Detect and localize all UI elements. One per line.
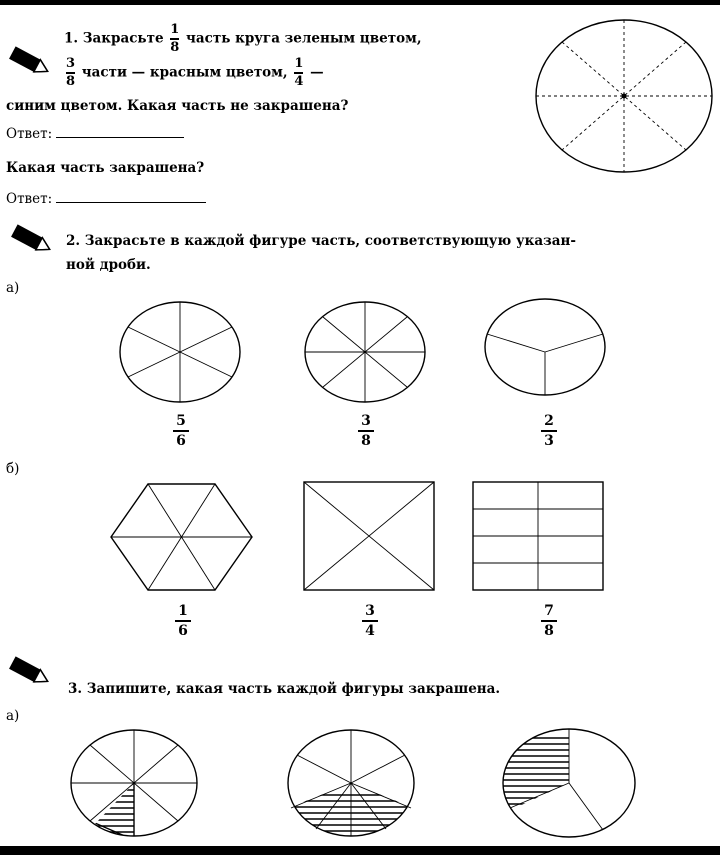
shaded-circle-3	[500, 729, 635, 845]
circle-8-sectors	[305, 302, 425, 402]
square-4-triangles	[304, 482, 434, 590]
task2-part-a: а)	[6, 280, 20, 296]
fraction-1-8: $\frac{1}{8}$	[170, 22, 180, 55]
fraction-b2: 3 4	[358, 603, 382, 639]
task1-circle	[536, 20, 712, 172]
pencil-icon	[11, 224, 53, 255]
fraction-b1: 1 6	[171, 603, 195, 639]
task1-question2: Какая часть закрашена?	[6, 160, 205, 176]
shaded-circle-2	[288, 730, 414, 836]
rectangle-8-cells	[473, 482, 603, 590]
fraction-a3: 2 3	[537, 413, 561, 449]
answer-line-1: Ответ:	[6, 126, 184, 142]
answer-line-2: Ответ:	[6, 191, 206, 207]
pencil-icon	[9, 656, 51, 687]
task3-line1: 3. Запишите, какая часть каждой фигуры закрашена.	[68, 681, 501, 697]
task2-line2: ной дроби.	[66, 257, 151, 273]
task3-part-a: а)	[6, 708, 20, 724]
shaded-circle-1	[60, 730, 197, 840]
fraction-3-8: $\frac{3}{8}$	[66, 56, 76, 89]
task2-part-b: б)	[6, 461, 20, 477]
pencil-icon	[9, 46, 51, 77]
task1-line3: синим цветом. Какая часть не закрашена?	[6, 98, 349, 114]
fraction-a2: 3 8	[354, 413, 378, 449]
task2-line1: 2. Закрасьте в каждой фигуре часть, соответствующую указан-	[66, 233, 576, 249]
task1-line2: $\frac{3}{8}$ части — красным цветом, $\frac{1}{4}$ —	[66, 56, 324, 89]
fraction-1-4: $\frac{1}{4}$	[294, 56, 304, 89]
circle-6-sectors	[120, 302, 240, 402]
hexagon-6-triangles	[111, 484, 252, 590]
fraction-a1: 5 6	[169, 413, 193, 449]
task1-line1: 1. Закрасьте $\frac{1}{8}$ часть круга зеленым цветом,	[64, 22, 422, 55]
fraction-b3: 7 8	[537, 603, 561, 639]
circle-3-sectors	[485, 299, 605, 395]
